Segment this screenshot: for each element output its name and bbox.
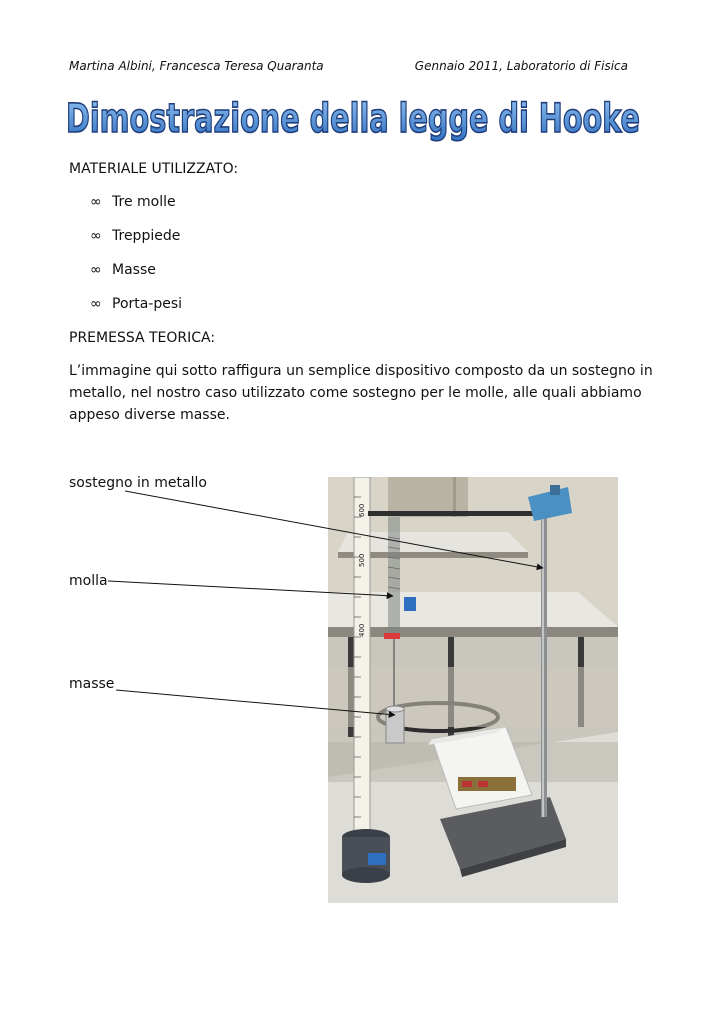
- list-item-label: Tre molle: [112, 194, 176, 210]
- list-item-label: Treppiede: [112, 228, 181, 244]
- theory-heading: PREMESSA TEORICA:: [69, 330, 216, 346]
- ruler-number: 600: [358, 503, 366, 517]
- arrow-stand: [125, 491, 543, 568]
- list-item-label: Masse: [112, 262, 156, 278]
- theory-paragraph: L’immagine qui sotto raffigura un semplice dispositivo composto da un sostegno in metallo, nel nostro caso utilizzato come sostegno per le molle, alle quali abbiamo appeso diverse masse.: [69, 363, 653, 423]
- title-text: Dimostrazione della legge di Hooke: [66, 96, 640, 142]
- list-item-label: Porta-pesi: [112, 296, 183, 312]
- label-spring: molla: [69, 573, 108, 589]
- arrow-spring: [108, 581, 393, 596]
- arrow-masses: [116, 690, 395, 715]
- infinity-bullet-icon: ∞: [90, 194, 102, 210]
- infinity-bullet-icon: ∞: [90, 262, 102, 278]
- ruler-number: 400: [358, 623, 366, 637]
- label-masses: masse: [69, 676, 115, 692]
- label-stand: sostegno in metallo: [69, 475, 207, 491]
- infinity-bullet-icon: ∞: [90, 296, 102, 312]
- ruler-number: 500: [358, 553, 366, 567]
- header-authors: Martina Albini, Francesca Teresa Quaranta: [69, 59, 324, 73]
- header-date-lab: Gennaio 2011, Laboratorio di Fisica: [414, 59, 628, 73]
- infinity-bullet-icon: ∞: [90, 228, 102, 244]
- materials-heading: MATERIALE UTILIZZATO:: [69, 161, 239, 177]
